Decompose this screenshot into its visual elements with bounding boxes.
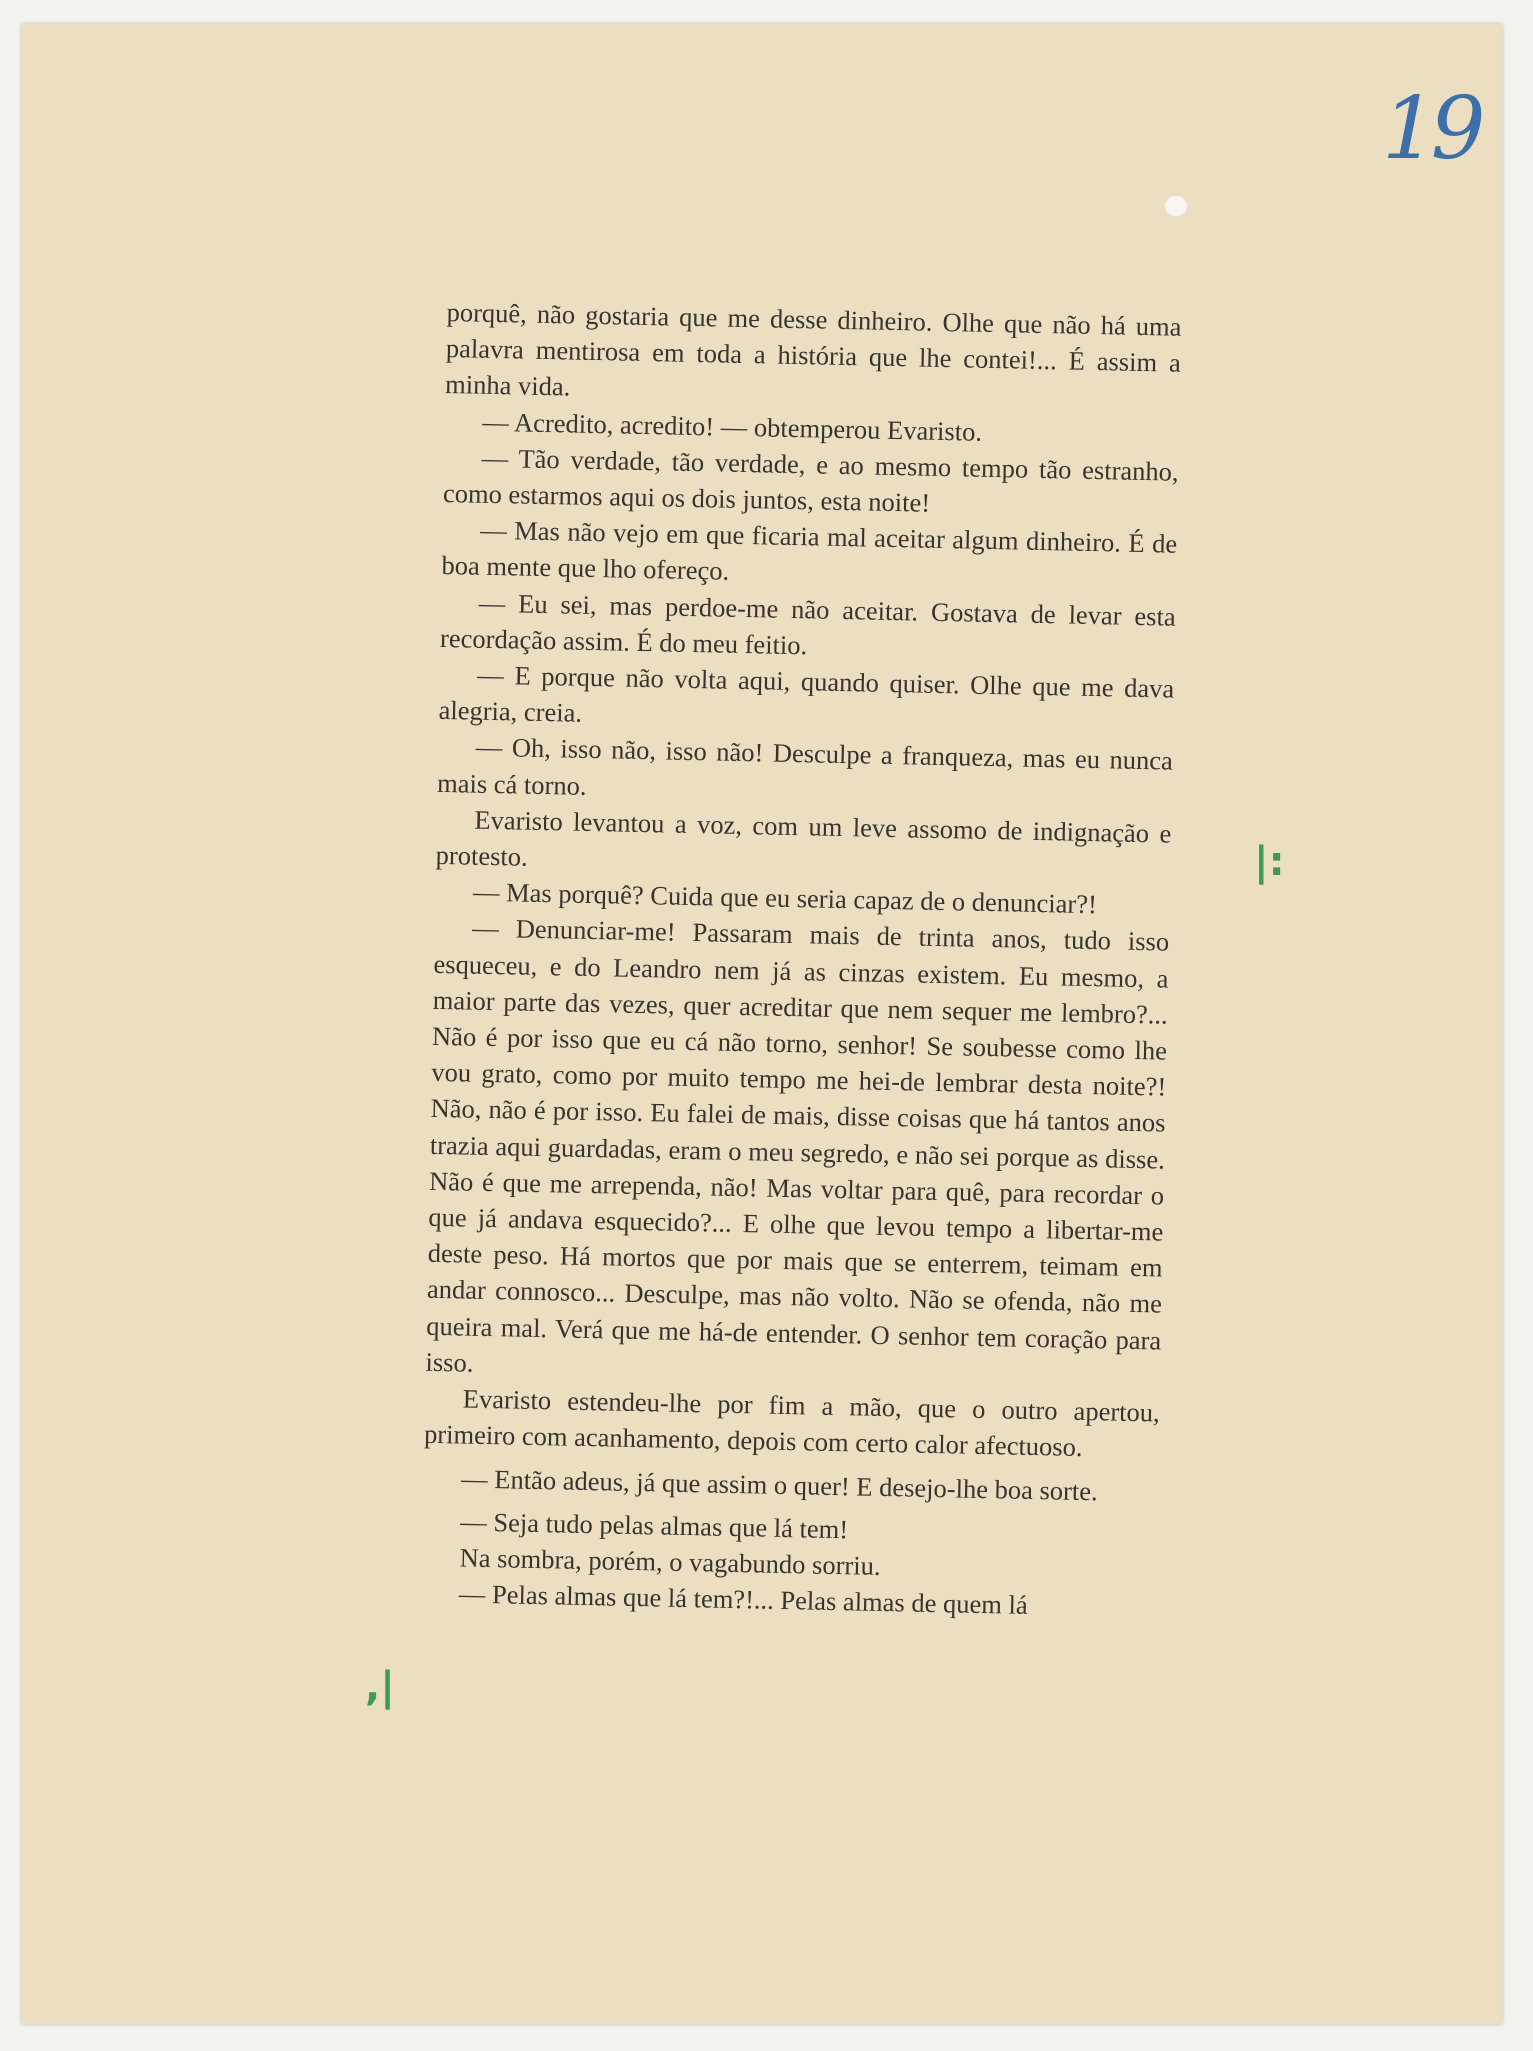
- paragraph: — Tão verdade, tão verdade, e ao mesmo tempo tão estranho, como estarmos aqui os dois juntos, esta noite!: [442, 442, 1179, 518]
- paragraph: Na sombra, porém, o vagabundo sorriu.: [459, 1542, 881, 1581]
- manuscript-page: [22, 24, 1502, 2024]
- page-number: 19: [1382, 79, 1480, 179]
- paragraph: Evaristo estendeu-lhe por fim a mão, que o outro apertou, primeiro com acanhamento, depois com certo calor afectuoso.: [423, 1383, 1160, 1463]
- paragraph: — Acredito, acredito! — obtemperou Evaristo.: [482, 406, 983, 447]
- paragraph: — Então adeus, já que assim o quer! E desejo-lhe boa sorte.: [460, 1463, 1098, 1506]
- margin-proof-mark: |:: [1254, 839, 1285, 885]
- paragraph: — Denunciar-me! Passaram mais de trinta anos, tudo isso esqueceu, e do Leandro nem já as cinzas existem. Eu mesmo, a maior parte das vezes, quer acreditar que nem sequer me lembro?... Não é por isso que eu cá não torno, senhor! Se soubesse como lhe vou grato, como por muito tempo me hei-de lembrar desta noite?! Não, não é por isso. Eu falei de mais, disse coisas que há tantos anos trazia aqui guardadas, eram o meu segredo, e não sei porque as disse. Não é que me arrependa, não! Mas voltar para quê, para recordar o que já andava esquecido?... E olhe que levou tempo a libertar-me deste peso. Há mortos que por mais que se enterrem, teimam em andar connosco... Desculpe, mas não volto. Não se ofenda, não me queira mal. Verá que me há-de entender. O senhor tem coração para isso.: [425, 913, 1170, 1378]
- paragraph: — E porque não volta aqui, quando quiser. Olhe que me dava alegria, creia.: [438, 659, 1175, 729]
- paragraph: — Mas não vejo em que ficaria mal aceitar algum dinheiro. É de boa mente que lho ofereço.: [441, 514, 1178, 587]
- paragraph: — Mas porquê? Cuida que eu seria capaz de o denunciar?!: [472, 876, 1098, 920]
- body-text: [421, 294, 1182, 1626]
- paragraph: — Seja tudo pelas almas que lá tem!: [460, 1506, 849, 1544]
- margin-proof-mark: ,|: [365, 1664, 395, 1710]
- paragraph: Evaristo levantou a voz, com um leve assomo de indignação e protesto.: [435, 804, 1172, 872]
- paragraph: — Eu sei, mas perdoe-me não aceitar. Gostava de levar esta recordação assim. É do meu feitio.: [439, 587, 1176, 661]
- punch-hole: [1165, 196, 1187, 216]
- paragraph: — Oh, isso não, isso não! Desculpe a franqueza, mas eu nunca mais cá torno.: [436, 732, 1174, 801]
- paragraph: — Pelas almas que lá tem?!... Pelas almas de quem lá: [458, 1578, 1028, 1621]
- paragraph: porquê, não gostaria que me desse dinheiro. Olhe que não há uma palavra mentirosa em toda a história que lhe contei!... É assim a minha vida.: [444, 296, 1182, 402]
